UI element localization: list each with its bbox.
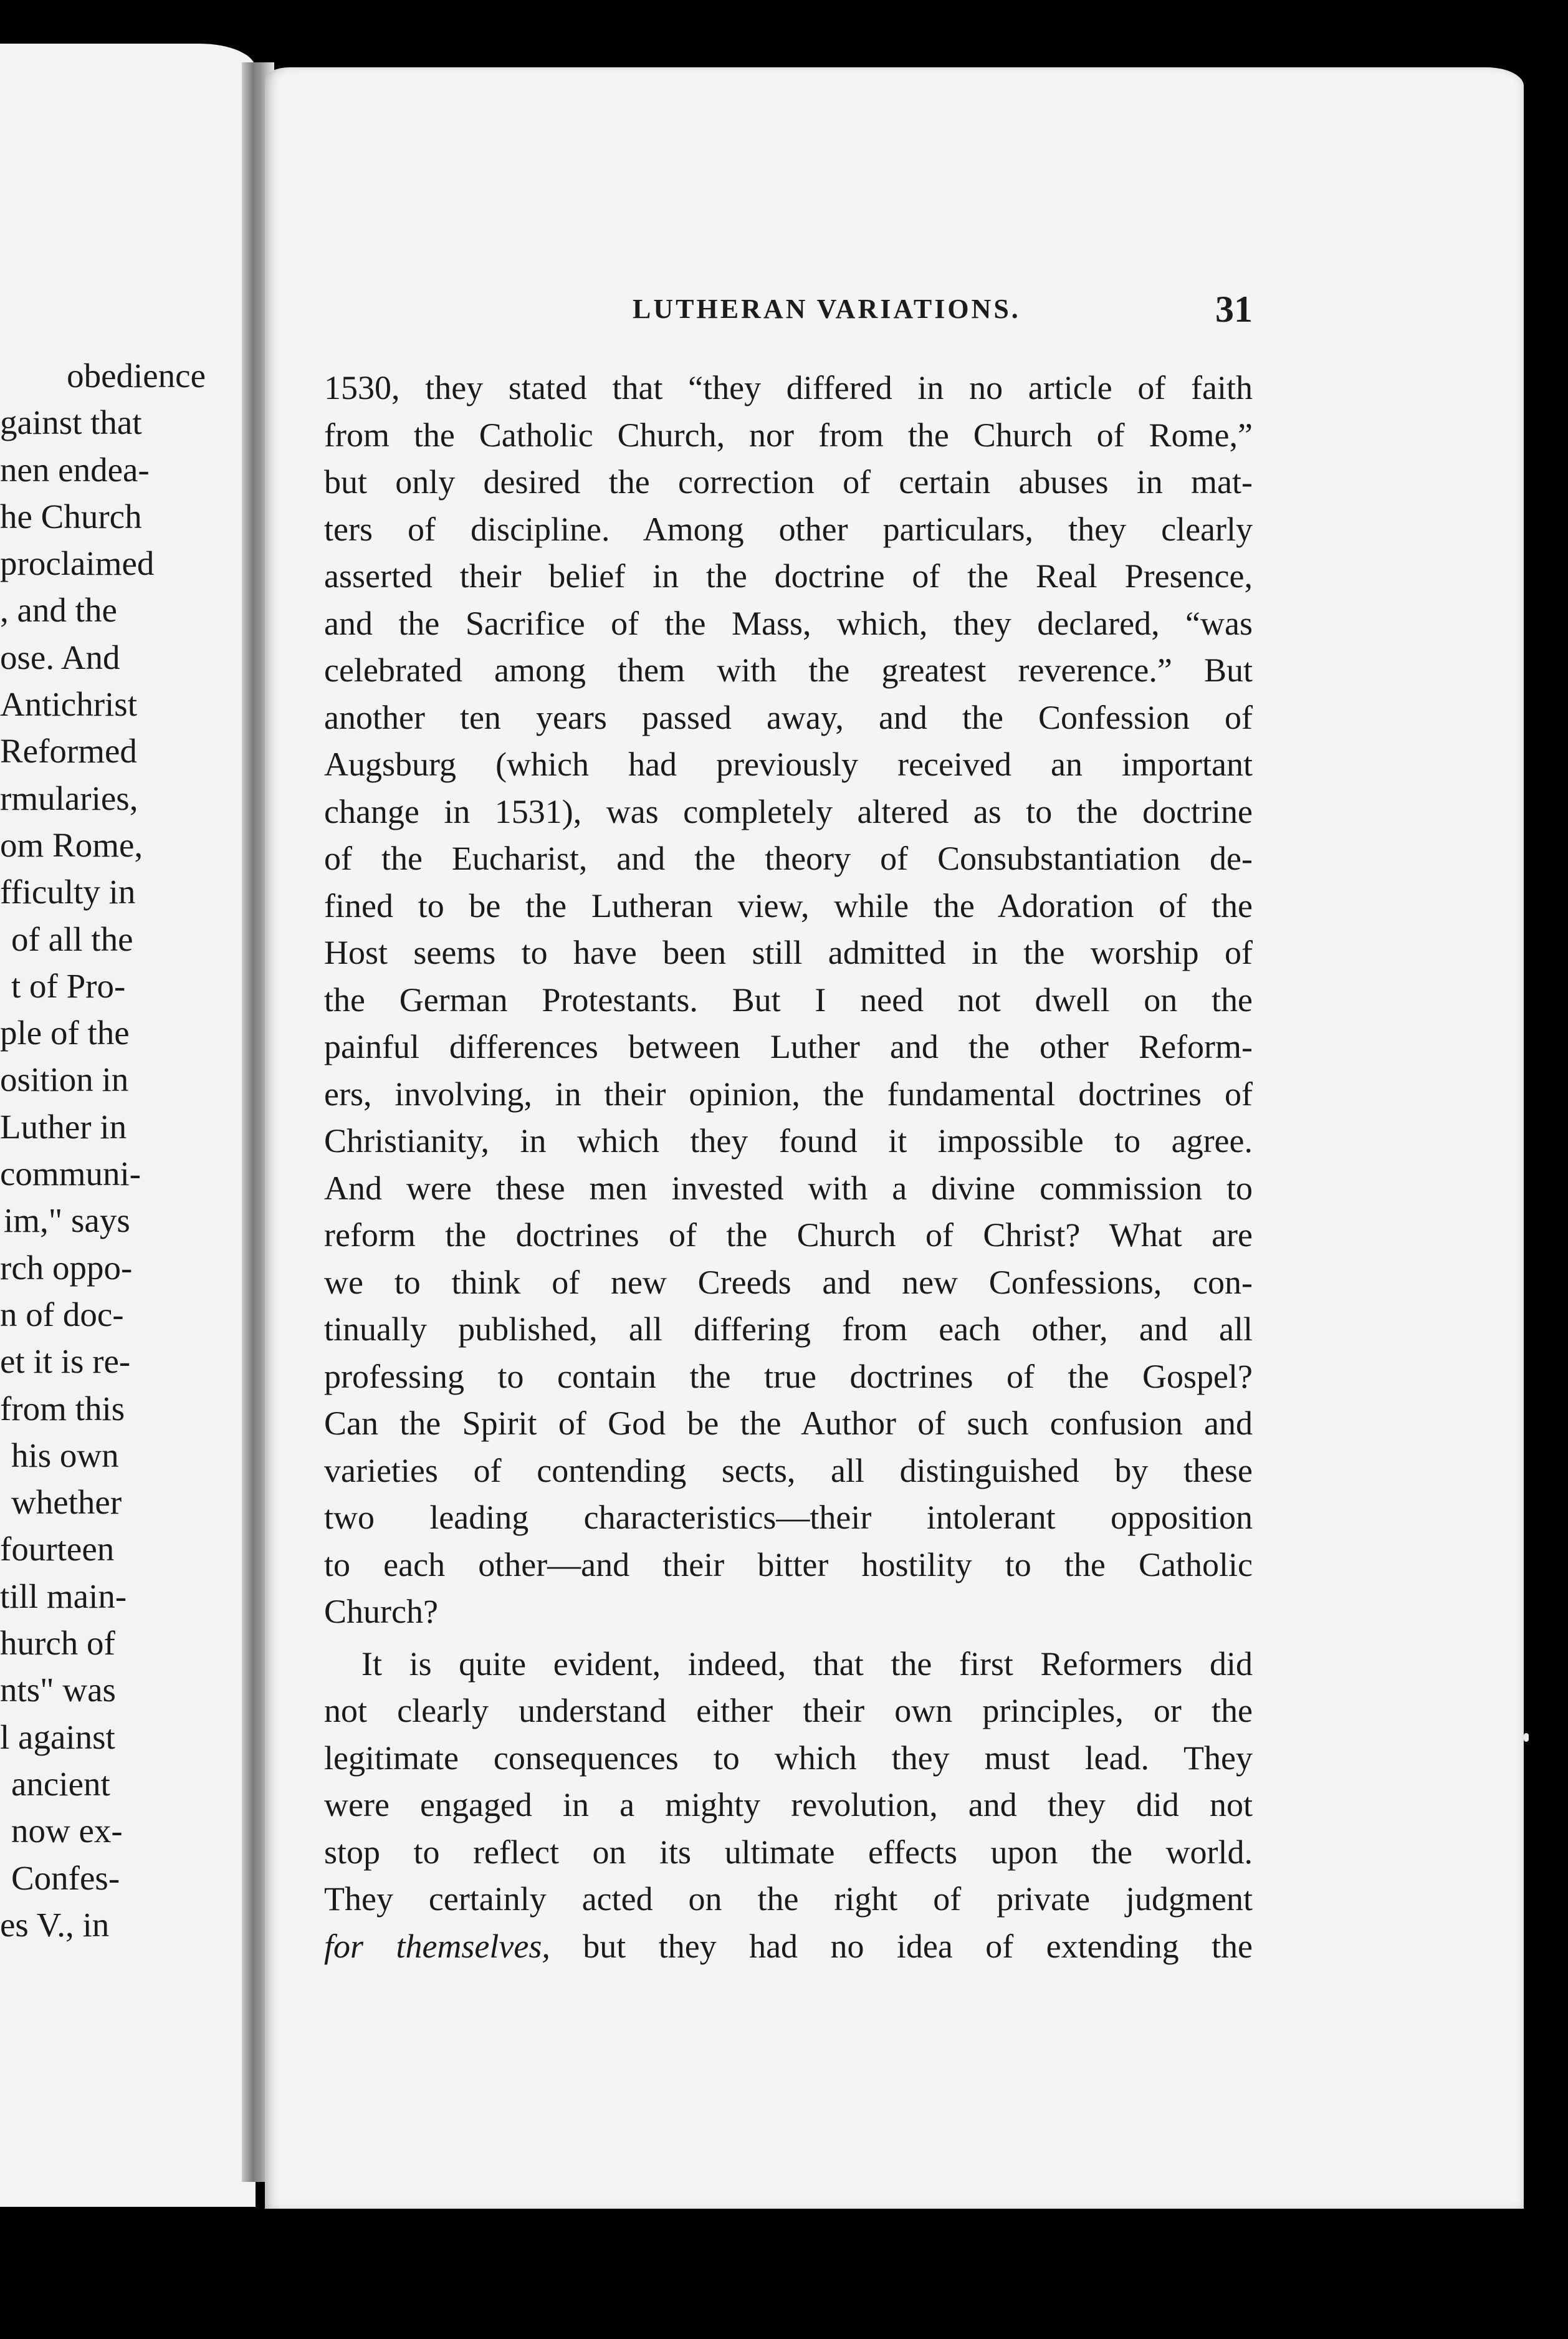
text-line: 1530, they stated that “they differed in no article of faith (324, 369, 1253, 406)
italic-phrase: for themselves, (324, 1927, 550, 1965)
left-line: whether (11, 1483, 122, 1522)
text-line: but only desired the correction of certain abuses in mat- (324, 463, 1253, 501)
text-line: reform the doctrines of the Church of Christ? What are (324, 1216, 1253, 1254)
left-line: im," says (4, 1201, 130, 1240)
left-facing-page (0, 44, 256, 2207)
left-line: Luther in (0, 1107, 127, 1146)
left-line: gainst that (0, 403, 142, 442)
left-line: et it is re- (0, 1342, 131, 1381)
left-line: hurch of (0, 1624, 115, 1663)
left-line: n of doc- (0, 1295, 124, 1333)
left-line: fourteen (0, 1530, 115, 1568)
text-line: Augsburg (which had previously received an important (324, 746, 1253, 783)
left-line: t of Pro- (11, 966, 126, 1005)
text-line: Host seems to have been still admitted in the worship of (324, 934, 1253, 971)
text-line: varieties of contending sects, all distinguished by these (324, 1451, 1253, 1489)
left-line: obedience (67, 357, 206, 395)
left-line: l against (0, 1717, 115, 1756)
text-line-last (324, 1923, 1253, 1971)
text-line: change in 1531), was completely altered as to the doctrine (324, 792, 1253, 830)
text-line: And were these men invested with a divine commission to (324, 1169, 1253, 1207)
left-line: proclaimed (0, 544, 155, 583)
left-line: he Church (0, 497, 142, 536)
page-number: 31 (1215, 289, 1253, 330)
left-line: ancient (11, 1764, 110, 1803)
text-line: fined to be the Lutheran view, while the Adoration of the (324, 886, 1253, 925)
left-line: his own (11, 1436, 119, 1474)
text-line: two leading characteristics—their intolerant opposition (324, 1499, 1253, 1536)
left-line: till main- (0, 1577, 127, 1615)
running-head: LUTHERAN VARIATIONS. (633, 294, 1021, 324)
text-line: and the Sacrifice of the Mass, which, they declared, “was (324, 604, 1253, 642)
left-line: of all the (11, 920, 133, 958)
text-line: legitimate consequences to which they must lead. They (324, 1739, 1253, 1777)
left-line: rmularies, (0, 779, 138, 817)
left-line: now ex- (11, 1812, 123, 1850)
text-line: the German Protestants. But I need not dwell on the (324, 981, 1253, 1019)
left-line: Reformed (0, 732, 137, 771)
left-line: nts" was (0, 1671, 116, 1709)
text-line: ers, involving, in their opinion, the fundamental doctrines of (324, 1075, 1253, 1113)
text-line: Can the Spirit of God be the Author of such confusion and (324, 1405, 1253, 1442)
text-line: professing to contain the true doctrines of the Gospel? (324, 1357, 1253, 1395)
left-line: from this (0, 1389, 125, 1428)
text-line: we to think of new Creeds and new Confessions, con- (324, 1263, 1253, 1301)
text-line: asserted their belief in the doctrine of the Real Presence, (324, 557, 1253, 595)
left-line: communi- (0, 1155, 141, 1193)
text-line: It is quite evident, indeed, that the first Reformers did (361, 1645, 1253, 1683)
left-line: om Rome, (0, 825, 143, 864)
left-page-text (0, 352, 206, 1948)
page-body-text (324, 365, 1253, 1970)
left-line: rch oppo- (0, 1248, 133, 1287)
left-line: osition in (0, 1060, 129, 1099)
text-line: Christianity, in which they found it impossible to agree. (324, 1122, 1253, 1160)
left-line: , and the (0, 591, 117, 630)
left-line: ose. And (0, 638, 120, 676)
text-line: celebrated among them with the greatest reverence.” But (324, 651, 1253, 689)
text-line: from the Catholic Church, nor from the Church of Rome,” (324, 416, 1253, 454)
text-line: another ten years passed away, and the Confession of (324, 698, 1253, 736)
text-line-rest: but they had no idea of extending the (550, 1927, 1253, 1965)
scan-speck (1524, 1733, 1529, 1742)
text-line: of the Eucharist, and the theory of Consubstantiation de- (324, 840, 1253, 877)
left-line: es V., in (0, 1905, 110, 1944)
left-line: Antichrist (0, 685, 137, 724)
text-line: tinually published, all differing from each other, and all (324, 1310, 1253, 1348)
text-line: to each other—and their bitter hostility to the Catholic (324, 1545, 1253, 1583)
text-line: were engaged in a mighty revolution, and they did not (324, 1786, 1253, 1823)
text-line: They certainly acted on the right of private judgment (324, 1880, 1253, 1918)
text-line: Church? (324, 1593, 438, 1630)
left-line: Confes- (11, 1858, 120, 1897)
text-line: painful differences between Luther and the other Reform- (324, 1028, 1253, 1065)
left-line: ple of the (0, 1014, 130, 1052)
text-line: stop to reflect on its ultimate effects upon the world. (324, 1833, 1253, 1871)
text-line: ters of discipline. Among other particulars, they clearly (324, 510, 1253, 548)
left-line: fficulty in (0, 873, 136, 911)
text-line: not clearly understand either their own principles, or the (324, 1692, 1253, 1729)
left-line: nen endea- (0, 450, 150, 489)
